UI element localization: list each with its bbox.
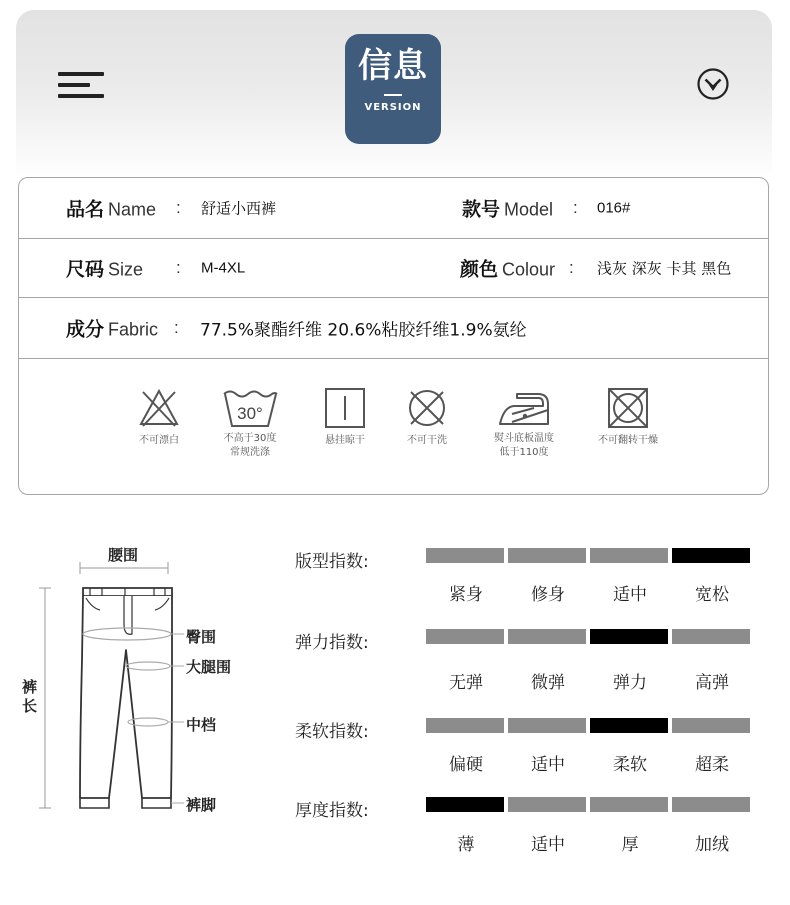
- fabric-label: 成分 Fabric: [66, 318, 159, 341]
- label-waist: 腰围: [108, 546, 139, 564]
- index-option-label: 厚: [621, 835, 639, 855]
- fabric-value: 77.5%聚酯纤维 20.6%粘胶纤维1.9%氨纶: [200, 320, 527, 341]
- care-text-iron-line1: 熨斗底板温度: [494, 433, 554, 444]
- index-bar-selected: [672, 548, 750, 563]
- index-bar: [590, 548, 668, 563]
- name-label: 品名 Name: [66, 198, 157, 221]
- index-option-label: 微弹: [531, 673, 565, 693]
- fabric-colon: :: [174, 318, 179, 337]
- index-option-label: 适中: [613, 585, 647, 605]
- index-option-label: 无弹: [449, 673, 483, 693]
- name-colon: :: [176, 198, 181, 217]
- index-option-label: 宽松: [695, 585, 729, 605]
- no-bleach-icon: [137, 386, 181, 430]
- index-title: 厚度指数:: [295, 801, 369, 821]
- index-option-label: 适中: [531, 835, 565, 855]
- info-row-fabric: [19, 298, 768, 359]
- index-title: 版型指数:: [295, 552, 369, 572]
- model-value: 016#: [597, 199, 631, 217]
- name-value: 舒适小西裤: [201, 199, 277, 218]
- care-text-wash-line1: 不高于30度: [223, 433, 277, 444]
- label-rise: 中档: [186, 716, 217, 734]
- care-text-no-tumble-dry: 不可翻转干燥: [598, 435, 658, 446]
- wash-30-icon: [221, 386, 279, 430]
- index-title: 柔软指数:: [295, 722, 369, 742]
- label-length: 裤长: [22, 678, 38, 715]
- index-option-label: 偏硬: [449, 755, 483, 775]
- size-label: 尺码 Size: [66, 258, 144, 281]
- label-hem: 裤脚: [186, 796, 217, 814]
- line-dry-icon: [323, 386, 367, 430]
- info-row-size-colour: [19, 239, 768, 298]
- no-tumble-dry-icon: [606, 386, 650, 430]
- index-option-label: 柔软: [613, 755, 647, 775]
- care-iron: [484, 386, 564, 460]
- menu-icon[interactable]: [58, 72, 104, 100]
- index-bar: [672, 797, 750, 812]
- index-title: 弹力指数:: [295, 633, 369, 653]
- info-row-name-model: [19, 178, 768, 239]
- care-text-no-bleach: 不可漂白: [139, 435, 179, 446]
- label-hip: 臀围: [186, 628, 217, 646]
- care-text-line-dry: 悬挂晾干: [325, 435, 365, 446]
- index-bar-selected: [426, 797, 504, 812]
- model-colon: :: [573, 198, 578, 217]
- size-value: M-4XL: [201, 259, 246, 277]
- index-bar: [426, 718, 504, 733]
- index-bar: [590, 797, 668, 812]
- index-bar: [508, 548, 586, 563]
- version-badge: [345, 34, 441, 144]
- index-option-label: 适中: [531, 755, 565, 775]
- index-bar: [672, 718, 750, 733]
- badge-title: 信息: [358, 46, 428, 86]
- index-bar: [426, 629, 504, 644]
- care-no-bleach: [119, 386, 199, 448]
- svg-text:30°: 30°: [237, 404, 263, 423]
- index-option-label: 修身: [531, 585, 565, 605]
- badge-subtitle: VERSION: [364, 102, 422, 113]
- index-bar: [672, 629, 750, 644]
- index-bar: [508, 629, 586, 644]
- no-dry-clean-icon: [405, 386, 449, 430]
- colour-colon: :: [569, 258, 574, 277]
- product-info-table: [18, 177, 769, 495]
- size-colon: :: [176, 258, 181, 277]
- index-bar: [426, 548, 504, 563]
- index-option-label: 加绒: [695, 835, 729, 855]
- care-wash-30: [210, 386, 290, 460]
- index-option-label: 薄: [457, 835, 475, 855]
- care-text-wash-line2: 常规洗涤: [230, 447, 270, 458]
- index-option-label: 弹力: [613, 673, 647, 693]
- index-option-label: 紧身: [449, 585, 483, 605]
- pants-measurement-diagram: [20, 540, 260, 830]
- index-bar-selected: [590, 718, 668, 733]
- index-option-label: 高弹: [695, 673, 729, 693]
- index-option-label: 超柔: [695, 755, 729, 775]
- index-bar: [508, 797, 586, 812]
- label-thigh: 大腿围: [186, 658, 232, 676]
- header: [16, 10, 772, 180]
- colour-label: 颜色 Colour: [460, 258, 556, 281]
- index-bar: [508, 718, 586, 733]
- care-text-iron-line2: 低于110度: [499, 447, 549, 458]
- iron-icon: [495, 386, 553, 430]
- care-line-dry: [305, 386, 385, 448]
- chevron-down-circle-icon[interactable]: [696, 67, 730, 101]
- care-no-tumble-dry: [588, 386, 668, 448]
- badge-divider: [384, 94, 402, 96]
- colour-value: 浅灰 深灰 卡其 黑色: [597, 259, 732, 278]
- model-label: 款号 Model: [462, 198, 554, 221]
- care-text-no-dry-clean: 不可干洗: [407, 435, 447, 446]
- care-no-dry-clean: [387, 386, 467, 448]
- index-bar-selected: [590, 629, 668, 644]
- pants-outline-icon: [20, 540, 260, 830]
